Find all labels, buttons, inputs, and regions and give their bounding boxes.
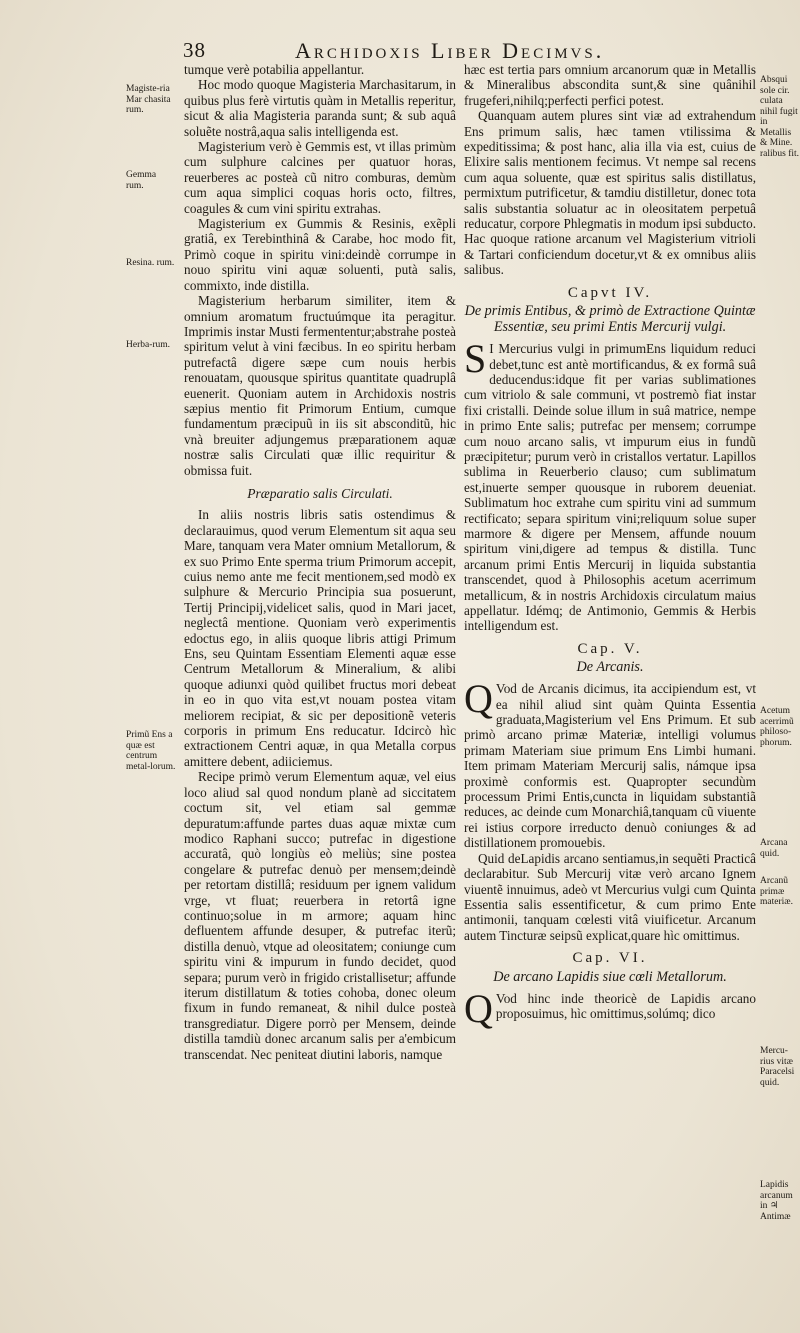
margin-note-left: Herba-rum. bbox=[126, 340, 171, 350]
chapter-heading: Cap. VI. bbox=[572, 950, 648, 967]
paragraph: Magisterium verò è Gemmis est, vt illas primùm cum sulphure calcines per quatuor horas, reuerberes ac posteà cũ nitro comburas, demùm cum aqua simplici coquas horis octo, filtres, coagules & cum vini spiritu extrahas. bbox=[184, 139, 456, 216]
section-title: Præparatio salis Circulati. bbox=[247, 485, 393, 501]
paragraph: hæc est tertia pars omnium arcanorum quæ in Metallis & Mineralibus abscondita sunt,& sine quânihil frugeferi,nihilq;perfecti perfici potest. bbox=[464, 62, 756, 108]
chapter-text bbox=[464, 676, 756, 851]
margin-note-right: Lapidis arcanum in ♃ Antimæ bbox=[760, 1180, 793, 1222]
paragraph: Magisterium ex Gummis & Resinis, exẽpli gratiâ, ex Terebinthinâ & Carabe, hoc modo fit, Primò coque in spiritu vini:deindè corrumpe in nouo spiritu vini aquæ soluenti, putà salis, commixto, inde distilla. bbox=[184, 216, 456, 293]
page-number: 38 bbox=[183, 38, 206, 62]
margin-note-right: Arcana quid. bbox=[760, 838, 788, 859]
chapter-text bbox=[464, 985, 756, 1031]
paragraph: In aliis nostris libris satis ostendimus & declarauimus, quod verum Elementum sit aqua seu Mare, tanquam vera Mater omnium Metallorum, & ex suo Primo Ente sperma trium Primorum accepit, cuius nemo ante me fecit mentionem,sed modò ex sulphure & Mercurio Principia sua posuerunt, Tertij Principij,videlicet salis, quod in Mari jacet, neglectâ mentione. Quoniam verò experimentis edoctus ego, in aliis quoque libris attigi Primum Ens, seu Quintam Essentiam Elementi aquæ esse Centrum Metallorum & Mineralium, & alibi quoque adiunxi quòd quilibet fructus mori debeat in eo in quo vita est,vt nouam postea vitam meliorem recipiat, & sic per depositionẽ veteris corporis in primum Ens reducatur. Idcircò hìc extractionem Centri aquæ, in qua Metalla corpus amittere debent, adiiciemus. bbox=[184, 507, 456, 769]
chapter-title: De primis Entibus, & primò de Extractione Quintæ Essentiæ, seu primi Entis Mercurij vulgi. bbox=[464, 303, 756, 336]
chapter-title: De arcano Lapidis siue cœli Metallorum. bbox=[493, 968, 727, 985]
paragraph: Quid deLapidis arcano sentiamus,in sequẽti Practicâ declarabitur. Sub Mercurij vitæ verò arcano Ignem viuentẽ innuimus, adeò vt Mercurius vulgi cum Quinta Essentia salis essentificetur, & cum primo Ente antimonii, tanquam cœlesti vitâ viuificetur. Arcanum autem Tincturæ seipsũ explicat,quare hìc omittimus. bbox=[464, 850, 756, 943]
margin-note-left: Primũ Ens a quæ est centrum metal-lorum. bbox=[126, 730, 176, 772]
chapter-title: De Arcanis. bbox=[576, 659, 644, 676]
paragraph: Quanquam autem plures sint viæ ad extrahendum Ens primum salis, hæc tamen vtilissima & expeditissima; & post hanc, alia illa via est, cuius de Elixire salis mentionem fecimus. Vt nempe sal recens cum aqua soluente, quæ est spiritus salis distillatus, permixtum putrificetur, & tamdiu distilletur, donec tota salis substantia soluatur ac in oleositatem perpetuâ reducatur, corpore Phlegmatis in modum ipsi subducto. Hac quoque ratione arcanum vel Magisterium vitrioli & Tartari conficiendum docetur,vt & ex omnibus aliis salibus. bbox=[464, 108, 756, 278]
chapter-body: Vod hinc inde theoricè de Lapidis arcano proposuimus, hìc omittimus,solúmq; dico bbox=[495, 990, 756, 1021]
right-column bbox=[464, 62, 756, 1031]
paragraph: tumque verè potabilia appellantur. bbox=[184, 62, 365, 77]
chapter-text bbox=[464, 336, 756, 634]
paragraph: Hoc modo quoque Magisteria Marchasitarum, in quibus plus ferè virtutis quàm in Metallis reperitur, sicut & alia Magisteria paranda sunt; & sub aquâ soluẽte nostrâ,aqua salis intelligenda est. bbox=[184, 77, 456, 139]
left-column bbox=[184, 62, 456, 1062]
margin-note-right: Mercu-rius vitæ Paracelsi quid. bbox=[760, 1046, 795, 1088]
chapter-body: I Mercurius vulgi in primumEns liquidum reduci debet,tunc est antè mortificandus, & ex formâ suâ deducendus:idque fit per varias sublimationes cum vitriolo & sale communi, vt postremò fiat instar fixi cristalli. Deinde solue illum in suâ matrice, nempe in primo Ente salis; putrefac per mensem; corrumpe cum nouo arcano salis, vt impurum eius in fundũ præcipitetur; purum verò in cristallos vertatur. Lapillos sublima in Reuerberio clauso; cum sublimatum est,inuerte semper quousque in ruborem deueniat. Sublimatum hoc extrahe cum spiritu vini ad summum rectificato; separa spiritum vini;reliquum solue super marmore & digere per Mensem, affunde nouum spiritum vini,digere ad tempus & distilla. Tunc arcanum primi Entis Mercurij in liquida substantia transcendet, quod à Philosophis acetum acerrimum metallicum, & in nostris Archidoxis circulatum maius appellatur. Idémq; de Antimonio, Gemmis & Herbis intelligendum est. bbox=[464, 341, 756, 634]
running-head: Archidoxis Liber Decimvs. bbox=[295, 38, 605, 63]
chapter-body: Vod de Arcanis dicimus, ita accipiendum est, vt ea nihil aliud sint quàm Quinta Essentia graduata,Magisterium vel Ens Primum. Et sub primò arcano primæ Materiæ, intelligi volumus primam Materiam siue primum Ens Limbi humani. Item primam Materiam Mercurij salis, námque ipsa proximè conformis est. Quapropter secundùm processum Primi Entis,cuncta in liquidam substantiã reduces, ac deinde cum Monarchiâ,tanquam cũ viuente rei istius corpore irreducto denuò coniunges & ad distillationem promouebis. bbox=[464, 681, 756, 851]
margin-note-left: Gemma rum. bbox=[126, 170, 157, 191]
margin-note-right: Acetum acerrimũ philoso-phorum. bbox=[760, 706, 794, 748]
margin-note-right: Absqui sole cir. culata nihil fugit in Metallis & Mine. ralibus fit. bbox=[760, 75, 800, 159]
chapter-heading: Capvt IV. bbox=[567, 284, 653, 301]
chapter-heading: Cap. V. bbox=[577, 640, 643, 657]
paragraph: Magisterium herbarum similiter, item & omnium aromatum fructuúmque ita peragitur. Imprimis instar Musti fermententur;abstrahe posteà spiritum velut à vini fæcibus. In eo spiritu herbam putrefactâ digere sæpe cum nouis herbis renouatam, quousque spiritus quantitate quadruplâ euenerit. Quoniam autem in Archidoxis nostris sæpius mentio fit Primorum Entium, cumque fundamentum præcipuũ in iis sit absconditũ, hic vnà breuiter adjungemus præparationem aquæ nostræ salis Circulati quæ illic requiritur & obmissa fuit. bbox=[184, 293, 456, 478]
drop-cap: Q bbox=[464, 676, 493, 722]
drop-cap: Q bbox=[464, 985, 493, 1031]
paragraph: Recipe primò verum Elementum aquæ, vel eius loco aliud sal quod nondum planè ad siccitatem coctum sit, vel etiam sal gemmæ depuratum:affunde partes duas aquæ mixtæ cum modico Raphani succo; putrefac in digestione accuratâ, quò longiùs eò meliùs; sine postea congelare & putrefac denuò per mensem;deindè per retortam distillâ; residuum per ignem validum vrge, vt fluat; reuerbera in retortâ igne continuo;solue in m armore; aquam hinc defluentem affunde desuper, & putrefac iterũ; distilla denuò, vtque ad oleositatem; coniunge cum spiritu vini & impurum in fundo decidet, quod separa; purum verò in frigido cristallisetur; affunde iterum distillatum & toties cohoba, donec oleum fixum in fundo remaneat, & nihil dulce posteà transgrediatur. Digere porrò per Mensem, deinde distilla tamdiù donec arcanum salis per a'embicum transcendat. Nec peniteat diutini laboris, namque bbox=[184, 769, 456, 1062]
drop-cap: S bbox=[464, 336, 487, 382]
margin-note-left: Resina. rum. bbox=[126, 258, 175, 268]
margin-note-left: Magiste-ria Mar chasita rum. bbox=[126, 84, 171, 115]
margin-note-right: Arcanũ primæ materiæ. bbox=[760, 876, 793, 907]
